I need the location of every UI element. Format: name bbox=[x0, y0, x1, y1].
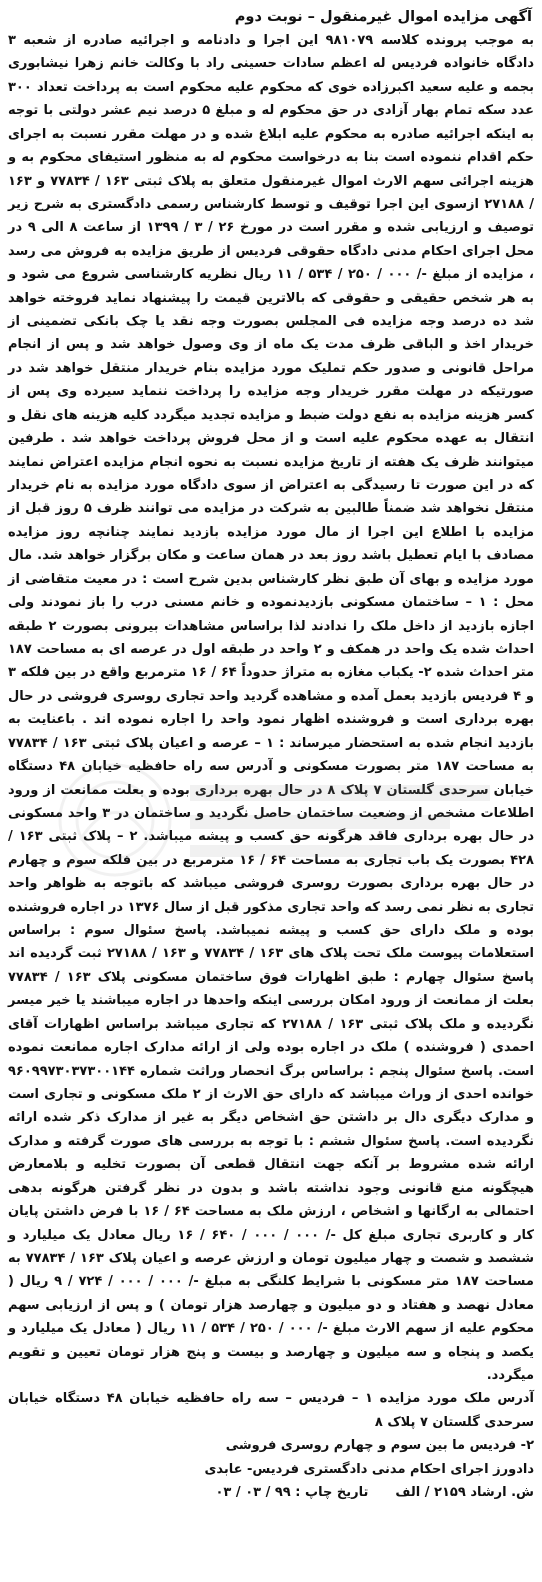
address-block bbox=[6, 1387, 536, 1457]
ershad-number: ۲۱۵۹ / الف bbox=[395, 1485, 466, 1501]
print-date-label: تاریخ چاپ : bbox=[295, 1485, 369, 1501]
signature-line: دادورز اجرای احکام مدنی دادگستری فردیس- عابدی bbox=[204, 1461, 534, 1477]
auction-notice bbox=[6, 6, 536, 1576]
notice-title: آگهی مزایده اموال غیرمنقول – نوبت دوم bbox=[234, 8, 532, 25]
print-date: ۹۹ / ۰۳ / ۰۳ bbox=[215, 1485, 291, 1501]
ershad-label: ش. ارشاد bbox=[470, 1485, 534, 1501]
address-line-2: ۲- فردیس ما بین سوم و چهارم روسری فروشی bbox=[225, 1438, 534, 1454]
address-line-1: آدرس ملک مورد مزایده ۱ – فردیس – سه راه حافظیه خیابان ۴۸ دستگاه خیابان سرحدی گلستان ۷ پلاک ۸ bbox=[8, 1391, 534, 1430]
notice-body: به موجب پرونده کلاسه ۹۸۱۰۷۹ این اجرا و دادنامه و اجرائیه صادره از شعبه ۳ دادگاه خانواده فردیس له اعظم سادات حسینی راد با وکالت خانم زهرا نیشابوری بجمه و علیه سعید اکبرزاده خوی که محکوم علیه محکوم است به پرداخت تعداد ۳۰۰ عدد سکه تمام بهار آزادی در حق محکوم له و مبلغ ۵ درصد نیم عشر دولتی با توجه به اینکه اجرائیه صادره به محکوم علیه ابلاغ شده و در مهلت مقرر نسبت به اجرای حکم اقدام ننموده است بنا به درخواست محکوم له به منظور استیفای محکوم به و هزینه اجرائی سهم الارث اموال غیرمنقول متعلق به پلاک ثبتی ۱۶۳ / ۷۷۸۳۴ و ۱۶۳ / ۲۷۱۸۸ ازسوی این اجرا توقیف و توسط کارشناس رسمی دادگستری به شرح زیر توصیف و ارزیابی شده و مقرر است در مورخ ۲۶ / ۳ / ۱۳۹۹ از ساعت ۸ الی ۹ در محل اجرای احکام مدنی دادگاه حقوقی فردیس از طریق مزایده به فروش می رسد ، مزایده از مبلغ -/ ۰۰۰ / ۲۵۰ / ۵۳۴ / ۱۱ ریال نظریه کارشناسی شروع می شود و به هر شخص حقیقی و حقوقی که بالاترین قیمت را پیشنهاد نماید فروخته خواهد شد ده درصد وجه مزایده فی المجلس بصورت وجه نقد یا چک بانکی تضمینی از خریدار اخذ و الباقی ظرف مدت یک ماه از وی وصول خواهد شد و پس از انجام مراحل قانونی و صدور حکم تملیک مورد مزایده بنام خریدار منتقل خواهد شد در صورتیکه در مهلت مقرر خریدار وجه مزایده را پرداخت ننماید سیرده وی پس از کسر هزینه مزایده به نفع دولت ضبط و مزایده تجدید میگردد کلیه هزینه های نقل و انتقال به عهده محکوم علیه است و از محل فروش پرداخت خواهد شد . طرفین میتوانند ظرف یک هفته از تاریخ مزایده نسبت به نحوه انجام مزایده اعتراض نمایند که در این صورت تا رسیدگی به اعتراض از سوی دادگاه مورد مزایده به نام خریدار منتقل نخواهد شد ضمناً طالبین به شرکت در مزایده می توانند ظرف ۵ روز قبل از مزایده با اطلاع این اجرا از مال مورد مزایده بازدید نمایند چنانچه روز مزایده مصادف با ایام تعطیل باشد روز بعد در همان ساعت و مکان برگزار خواهد شد. مال مورد مزایده و بهای آن طبق نظر کارشناس بدین شرح است : در معیت متقاضی از محل : ۱ – ساختمان مسکونی بازدیدنموده و خانم مسنی درب را باز نمودند ولی اجازه بازدید از داخل ملک را ندادند لذا براساس مشاهدات بیرونی بصورت ۲ طبقه احداث شده یک واحد در همکف و ۲ واحد در طبقه اول در عرصه ای به مساحت ۱۸۷ متر احداث شده ۲- یکباب مغازه به متراژ حدوداً ۶۴ / ۱۶ مترمربع واقع در بین فلکه ۳ و ۴ فردیس بازدید بعمل آمده و مشاهده گردید واحد تجاری روسری فروشی در حال بهره برداری است و فروشنده اظهار نمود واحد را اجاره نموده اند . باعنایت به بازدید انجام شده به استحضار میرساند : ۱ – عرصه و اعیان پلاک ثبتی ۱۶۳ / ۷۷۸۳۴ به مساحت ۱۸۷ متر بصورت مسکونی و آدرس سه راه حافظیه خیابان ۴۸ دستگاه خیابان سرحدی گلستان ۷ پلاک ۸ در حال بهره برداری بوده و بعلت ممانعت از ورود اطلاعات مشخص از وضعیت ساختمان حاصل نگردید و ساختمان در ۳ واحد مسکونی در حال بهره برداری فاقد هرگونه حق کسب و پیشه میباشد. ۲ – پلاک ثبتی ۱۶۳ / ۴۲۸ بصورت یک باب تجاری به مساحت ۶۴ / ۱۶ مترمربع در بین فلکه سوم و چهارم در حال بهره برداری بصورت روسری فروشی میباشد که باتوجه به ظواهر واحد تجاری به نظر نمی رسد که واحد تجاری مذکور قبل از سال ۱۳۷۶ در اجاره فروشنده بوده و ملک دارای حق کسب و پیشه نمیباشد. پاسخ سئوال سوم : براساس استعلامات پیوست ملک تحت پلاک های ۱۶۳ / ۷۷۸۳۴ و ۱۶۳ / ۲۷۱۸۸ ثبت گردیده اند پاسخ سئوال چهارم : طبق اظهارات فوق ساختمان مسکونی پلاک ۱۶۳ / ۷۷۸۳۴ بعلت از ممانعت از ورود امکان بررسی اینکه واحدها در اجاره میباشند یا خیر میسر نگردیده و ملک پلاک ثبتی ۱۶۳ / ۲۷۱۸۸ که تجاری میباشد براساس اظهارات آقای احمدی ( فروشنده ) ملک در اجاره بوده ولی از ارائه مدارک اجاره ممانعت نموده است. پاسخ سئوال پنجم : براساس برگ انحصار وراثت شماره ۹۶۰۹۹۷۳۰۳۷۳۰۰۱۴۴ خوانده احدی از وراث میباشد که دارای حق الارث از ۲ ملک مسکونی و تجاری است و مدارک دیگری دال بر داشتن حق اشخاص دیگر به غیر از مدارک ذکر شده ارائه نگردیده است. پاسخ سئوال ششم : با توجه به بررسی های صورت گرفته و مدارک ارائه شده مشروط بر آنکه جهت انتقال قطعی آن بصورت تخلیه و بلامعارض هیچگونه منع قانونی وجود نداشته باشد و بدون در نظر گرفتن هرگونه بدهی احتمالی به ارگانها و اشخاص ، ارزش ملک به مساحت ۶۴ / ۱۶ با فرض داشتن پایان کار و کاربری تجاری مبلغ کل -/ ۰۰۰ / ۰۰۰ / ۶۴۰ / ۱۶ ریال معادل یک میلیارد و ششصد و شصت و چهار میلیون تومان و ارزش عرصه و اعیان پلاک ۱۶۳ / ۷۷۸۳۴ به مساحت ۱۸۷ متر مسکونی با شرایط کلنگی به مبلغ -/ ۰۰۰ / ۰۰۰ / ۷۲۴ / ۹ ریال ( معادل نهصد و هفتاد و دو میلیون و چهارصد هزار تومان ) و پس از ارزیابی سهم محکوم علیه از سهم الارث مبلغ -/ ۰۰۰ / ۲۵۰ / ۵۳۴ / ۱۱ ریال ( معادل یک میلیارد و یکصد و پنجاه و سه میلیون و چهارصد و بیست و پنج هزار تومان تعیین و تقویم میگردد. bbox=[8, 33, 535, 1384]
publication-info bbox=[6, 1481, 536, 1504]
